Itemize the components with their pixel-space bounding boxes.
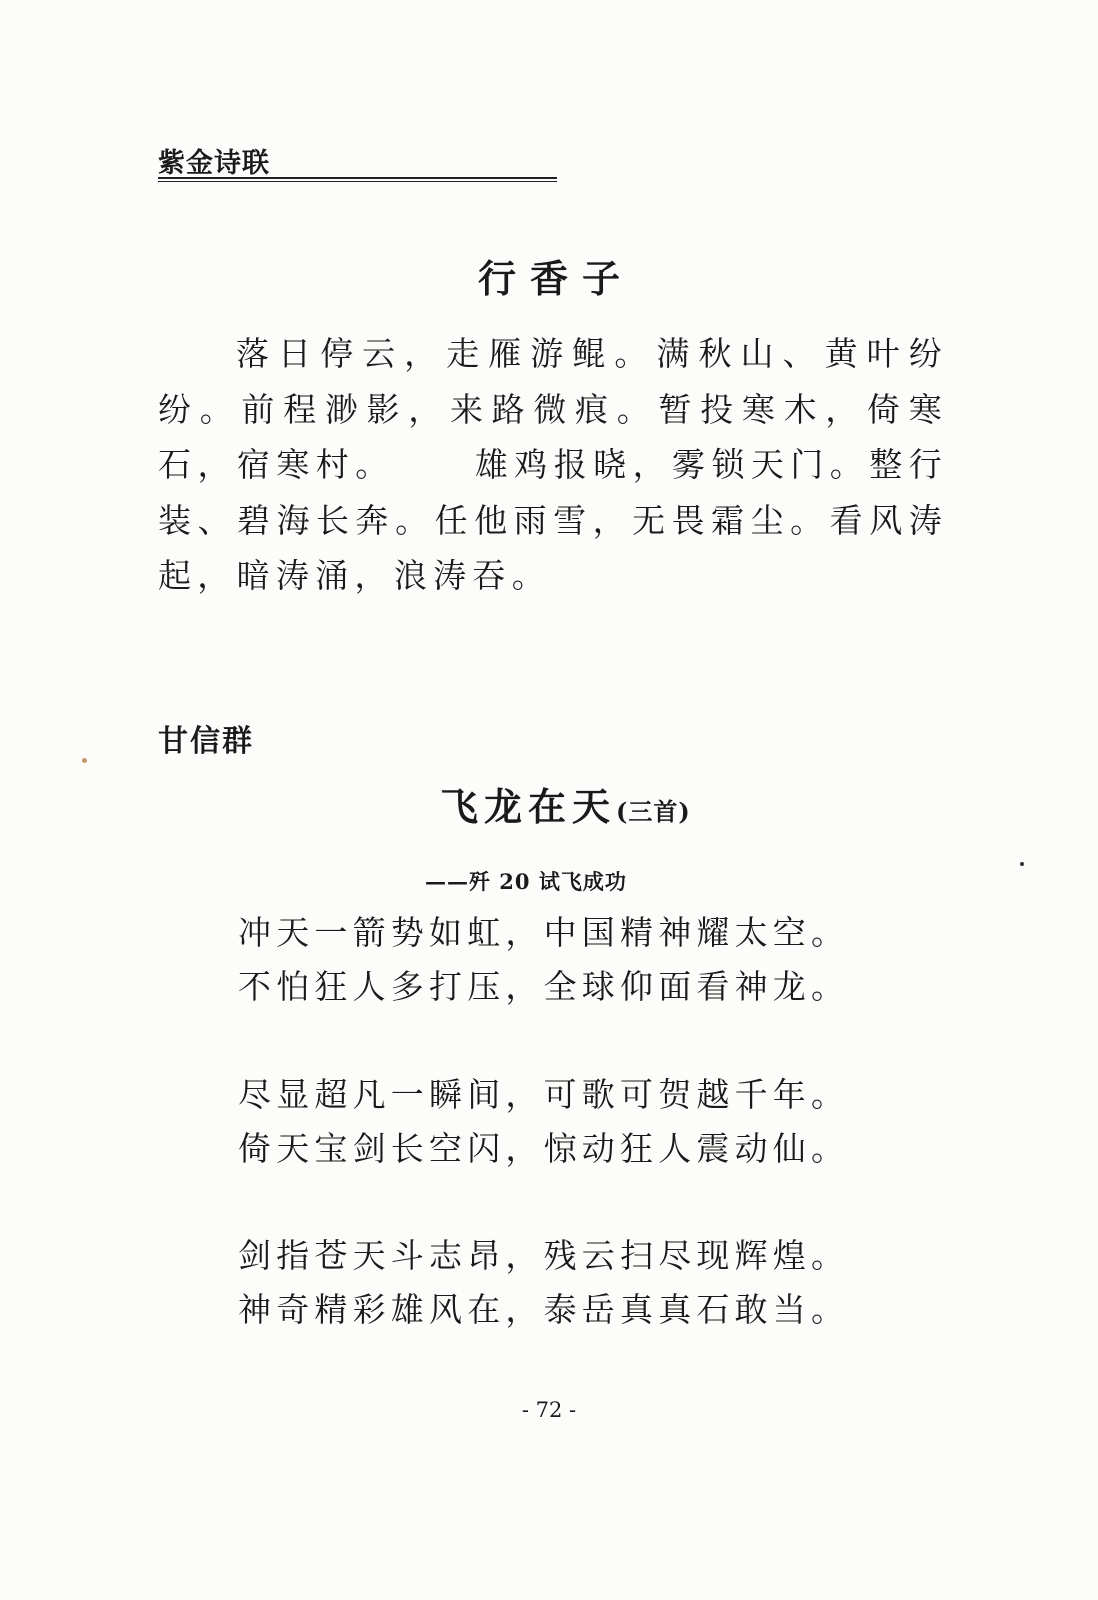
poem-title-2-note: (三首) <box>616 797 691 826</box>
verse-line: 倚天宝剑长空闪，惊动狂人震动仙。 <box>238 1129 850 1168</box>
paper-speck <box>82 758 87 763</box>
verse-line: 不怕狂人多打压，全球仰面看神龙。 <box>238 967 850 1006</box>
verse-line: 剑指苍天斗志昂，残云扫尽现辉煌。 <box>238 1236 850 1275</box>
header-rule <box>158 177 557 182</box>
running-head: 紫金诗联 <box>158 148 270 179</box>
poem-title-2-text: 飞龙在天 <box>440 784 617 829</box>
poem-part-2: 雄鸡报晓，雾锁天门。整行装、碧海长奔。任他雨雪，无畏霜尘。看风涛起，暗涛涌，浪涛吞。 <box>158 445 948 595</box>
stanza-3 <box>238 1229 878 1337</box>
paper-speck <box>1020 862 1024 866</box>
verse-line: 冲天一箭势如虹，中国精神耀太空。 <box>238 913 850 952</box>
author-name: 甘信群 <box>158 724 254 759</box>
stanza-1 <box>238 906 878 1014</box>
poem-body <box>158 326 948 604</box>
verse-line: 神奇精彩雄风在，泰岳真真石敢当。 <box>238 1290 850 1329</box>
verse-line: 尽显超凡一瞬间，可歌可贺越千年。 <box>238 1075 850 1114</box>
page-number: - 72 - <box>521 1398 577 1422</box>
stanza-2 <box>238 1068 878 1176</box>
poem-title-2 <box>440 776 691 831</box>
poem-part-1: 落日停云，走雁游鲲。满秋山、黄叶纷纷。前程渺影，来路微痕。暂投寒木，倚寒石，宿寒村。 <box>158 334 948 484</box>
poem-title: 行香子 <box>477 256 634 301</box>
poem-subtitle: ——歼 20 试飞成功 <box>425 869 627 894</box>
